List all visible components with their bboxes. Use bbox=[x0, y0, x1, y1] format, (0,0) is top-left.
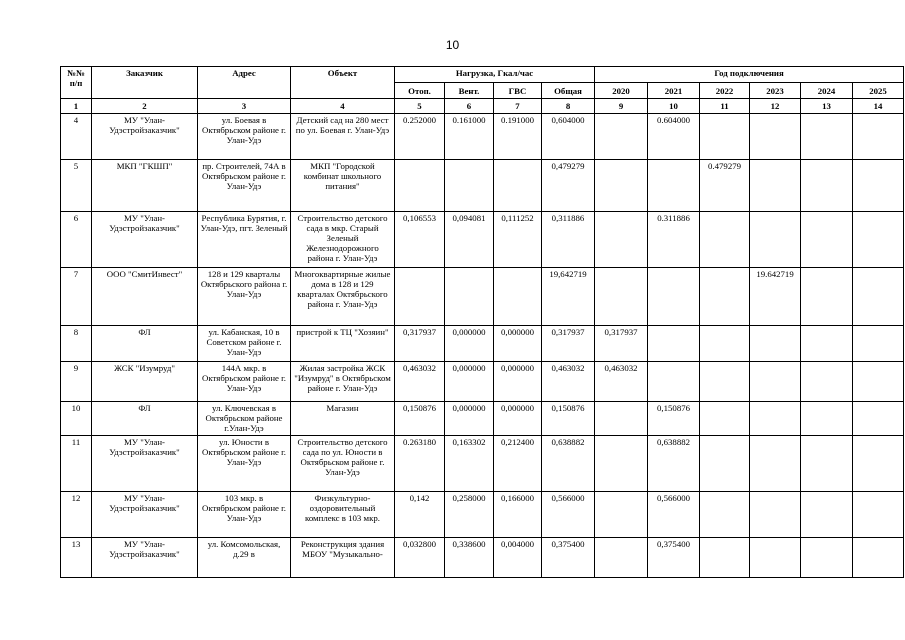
col-number: 13 bbox=[801, 99, 853, 114]
page-number: 10 bbox=[445, 38, 460, 52]
row-number: 11 bbox=[61, 436, 92, 492]
otop-cell bbox=[395, 160, 445, 212]
header-total: Общая bbox=[542, 83, 595, 99]
year-2022-cell bbox=[700, 538, 750, 578]
year-2020-cell bbox=[595, 114, 648, 160]
address-cell: ул. Ключевская в Октябрьском районе г.Улан-Удэ bbox=[198, 402, 291, 436]
row-number: 10 bbox=[61, 402, 92, 436]
year-2021-cell bbox=[648, 362, 700, 402]
year-2021-cell bbox=[648, 326, 700, 362]
year-2023-cell bbox=[750, 160, 801, 212]
year-2022-cell bbox=[700, 326, 750, 362]
year-2023-cell bbox=[750, 492, 801, 538]
year-2022-cell bbox=[700, 114, 750, 160]
total-cell: 0,317937 bbox=[542, 326, 595, 362]
address-cell: 128 и 129 кварталы Октябрьского района г. Улан-Удэ bbox=[198, 268, 291, 326]
year-2024-cell bbox=[801, 326, 853, 362]
otop-cell: 0,032800 bbox=[395, 538, 445, 578]
year-2021-cell: 0.311886 bbox=[648, 212, 700, 268]
address-cell: 144А мкр. в Октябрьском районе г. Улан-Удэ bbox=[198, 362, 291, 402]
year-2021-cell bbox=[648, 268, 700, 326]
address-cell: 103 мкр. в Октябрьском районе г. Улан-Удэ bbox=[198, 492, 291, 538]
year-2022-cell bbox=[700, 402, 750, 436]
col-number: 9 bbox=[595, 99, 648, 114]
col-number: 4 bbox=[291, 99, 395, 114]
object-cell: МКП "Городской комбинат школьного питания" bbox=[291, 160, 395, 212]
year-2023-cell bbox=[750, 114, 801, 160]
customer-cell: ФЛ bbox=[92, 326, 198, 362]
year-2021-cell: 0,566000 bbox=[648, 492, 700, 538]
vent-cell: 0,000000 bbox=[445, 362, 494, 402]
object-cell: Строительство детского сада по ул. Юности в Октябрьском районе г. Улан-Удэ bbox=[291, 436, 395, 492]
year-2020-cell bbox=[595, 492, 648, 538]
otop-cell: 0.252000 bbox=[395, 114, 445, 160]
year-2020-cell bbox=[595, 212, 648, 268]
object-cell: Детский сад на 280 мест по ул. Боевая г. Улан-Удэ bbox=[291, 114, 395, 160]
table-row bbox=[61, 268, 904, 326]
row-number: 7 bbox=[61, 268, 92, 326]
table-row bbox=[61, 326, 904, 362]
year-2024-cell bbox=[801, 212, 853, 268]
table-row bbox=[61, 212, 904, 268]
year-2020-cell bbox=[595, 538, 648, 578]
year-2021-cell bbox=[648, 160, 700, 212]
year-2023-cell bbox=[750, 436, 801, 492]
row-number: 4 bbox=[61, 114, 92, 160]
table-row bbox=[61, 402, 904, 436]
header-year-2020: 2020 bbox=[595, 83, 648, 99]
customer-cell: МУ "Улан-Удэстройзаказчик" bbox=[92, 212, 198, 268]
customer-cell: МУ "Улан-Удэстройзаказчик" bbox=[92, 436, 198, 492]
gvs-cell: 0.191000 bbox=[494, 114, 542, 160]
year-2020-cell bbox=[595, 268, 648, 326]
year-2021-cell: 0,150876 bbox=[648, 402, 700, 436]
vent-cell: 0,258000 bbox=[445, 492, 494, 538]
table-row bbox=[61, 436, 904, 492]
total-cell: 0,463032 bbox=[542, 362, 595, 402]
vent-cell: 0,000000 bbox=[445, 326, 494, 362]
col-number: 11 bbox=[700, 99, 750, 114]
year-2021-cell: 0,638882 bbox=[648, 436, 700, 492]
otop-cell: 0.263180 bbox=[395, 436, 445, 492]
header-year-2023: 2023 bbox=[750, 83, 801, 99]
address-cell: Республика Бурятия, г. Улан-Удэ, пгт. Зеленый bbox=[198, 212, 291, 268]
header-year-2024: 2024 bbox=[801, 83, 853, 99]
customer-cell: МУ "Улан-Удэстройзаказчик" bbox=[92, 538, 198, 578]
object-cell: Многоквартирные жилые дома в 128 и 129 кварталах Октябрьского района г. Улан-Удэ bbox=[291, 268, 395, 326]
header-year-2021: 2021 bbox=[648, 83, 700, 99]
otop-cell: 0,106553 bbox=[395, 212, 445, 268]
vent-cell bbox=[445, 160, 494, 212]
customer-cell: МКП "ГКШП" bbox=[92, 160, 198, 212]
year-2025-cell bbox=[853, 538, 904, 578]
year-2020-cell bbox=[595, 402, 648, 436]
address-cell: ул. Юности в Октябрьском районе г. Улан-Удэ bbox=[198, 436, 291, 492]
col-number: 14 bbox=[853, 99, 904, 114]
vent-cell: 0,000000 bbox=[445, 402, 494, 436]
year-2023-cell bbox=[750, 212, 801, 268]
vent-cell: 0,338600 bbox=[445, 538, 494, 578]
object-cell: Жилая застройка ЖСК "Изумруд" в Октябрьском районе г. Улан-Удэ bbox=[291, 362, 395, 402]
row-number: 6 bbox=[61, 212, 92, 268]
year-2025-cell bbox=[853, 362, 904, 402]
otop-cell: 0,150876 bbox=[395, 402, 445, 436]
year-2020-cell: 0,317937 bbox=[595, 326, 648, 362]
header-customer: Заказчик bbox=[92, 67, 198, 99]
col-number: 5 bbox=[395, 99, 445, 114]
header-load: Нагрузка, Гкал/час bbox=[395, 67, 595, 83]
header-object: Объект bbox=[291, 67, 395, 99]
year-2024-cell bbox=[801, 268, 853, 326]
year-2024-cell bbox=[801, 402, 853, 436]
row-number: 13 bbox=[61, 538, 92, 578]
customer-cell: МУ "Улан-Удэстройзаказчик" bbox=[92, 114, 198, 160]
col-number: 1 bbox=[61, 99, 92, 114]
year-2021-cell: 0.604000 bbox=[648, 114, 700, 160]
object-cell: Магазин bbox=[291, 402, 395, 436]
header-address: Адрес bbox=[198, 67, 291, 99]
year-2025-cell bbox=[853, 436, 904, 492]
row-number: 9 bbox=[61, 362, 92, 402]
year-2025-cell bbox=[853, 326, 904, 362]
connection-table bbox=[60, 66, 904, 578]
year-2020-cell bbox=[595, 436, 648, 492]
year-2024-cell bbox=[801, 114, 853, 160]
gvs-cell: 0,000000 bbox=[494, 362, 542, 402]
year-2020-cell: 0,463032 bbox=[595, 362, 648, 402]
table-row bbox=[61, 160, 904, 212]
header-year-2025: 2025 bbox=[853, 83, 904, 99]
vent-cell: 0,094081 bbox=[445, 212, 494, 268]
col-number: 10 bbox=[648, 99, 700, 114]
gvs-cell bbox=[494, 160, 542, 212]
object-cell: Реконструкция здания МБОУ "Музыкально- bbox=[291, 538, 395, 578]
year-2022-cell bbox=[700, 492, 750, 538]
year-2022-cell bbox=[700, 268, 750, 326]
col-number: 3 bbox=[198, 99, 291, 114]
year-2025-cell bbox=[853, 268, 904, 326]
year-2023-cell: 19.642719 bbox=[750, 268, 801, 326]
otop-cell: 0,317937 bbox=[395, 326, 445, 362]
col-number: 7 bbox=[494, 99, 542, 114]
year-2024-cell bbox=[801, 362, 853, 402]
address-cell: ул. Комсомольская, д.29 в bbox=[198, 538, 291, 578]
customer-cell: ФЛ bbox=[92, 402, 198, 436]
customer-cell: МУ "Улан-Удэстройзаказчик" bbox=[92, 492, 198, 538]
header-vent: Вент. bbox=[445, 83, 494, 99]
year-2020-cell bbox=[595, 160, 648, 212]
gvs-cell: 0,166000 bbox=[494, 492, 542, 538]
year-2024-cell bbox=[801, 492, 853, 538]
address-cell: ул. Боевая в Октябрьском районе г. Улан-Удэ bbox=[198, 114, 291, 160]
gvs-cell: 0,000000 bbox=[494, 402, 542, 436]
customer-cell: ООО "СмитИнвест" bbox=[92, 268, 198, 326]
customer-cell: ЖСК "Изумруд" bbox=[92, 362, 198, 402]
year-2025-cell bbox=[853, 212, 904, 268]
table-row bbox=[61, 362, 904, 402]
year-2022-cell bbox=[700, 436, 750, 492]
col-number: 8 bbox=[542, 99, 595, 114]
address-cell: пр. Строителей, 74А в Октябрьском районе г. Улан-Удэ bbox=[198, 160, 291, 212]
year-2021-cell: 0,375400 bbox=[648, 538, 700, 578]
total-cell: 0,150876 bbox=[542, 402, 595, 436]
object-cell: пристрой к ТЦ "Хозяин" bbox=[291, 326, 395, 362]
year-2023-cell bbox=[750, 326, 801, 362]
total-cell: 0,375400 bbox=[542, 538, 595, 578]
year-2024-cell bbox=[801, 436, 853, 492]
table-row bbox=[61, 538, 904, 578]
header-gvs: ГВС bbox=[494, 83, 542, 99]
year-2022-cell bbox=[700, 362, 750, 402]
vent-cell: 0.161000 bbox=[445, 114, 494, 160]
year-2022-cell bbox=[700, 212, 750, 268]
otop-cell: 0,142 bbox=[395, 492, 445, 538]
object-cell: Физкультурно-оздоровительный комплекс в 103 мкр. bbox=[291, 492, 395, 538]
gvs-cell bbox=[494, 268, 542, 326]
year-2022-cell: 0.479279 bbox=[700, 160, 750, 212]
table-row bbox=[61, 114, 904, 160]
total-cell: 0,604000 bbox=[542, 114, 595, 160]
year-2024-cell bbox=[801, 538, 853, 578]
otop-cell bbox=[395, 268, 445, 326]
total-cell: 0,311886 bbox=[542, 212, 595, 268]
otop-cell: 0,463032 bbox=[395, 362, 445, 402]
column-number-row bbox=[61, 99, 904, 114]
year-2025-cell bbox=[853, 402, 904, 436]
total-cell: 0,638882 bbox=[542, 436, 595, 492]
col-number: 2 bbox=[92, 99, 198, 114]
header-connection-year: Год подключения bbox=[595, 67, 904, 83]
gvs-cell: 0,111252 bbox=[494, 212, 542, 268]
row-number: 8 bbox=[61, 326, 92, 362]
gvs-cell: 0,000000 bbox=[494, 326, 542, 362]
col-number: 12 bbox=[750, 99, 801, 114]
total-cell: 0,566000 bbox=[542, 492, 595, 538]
col-number: 6 bbox=[445, 99, 494, 114]
year-2025-cell bbox=[853, 114, 904, 160]
total-cell: 19,642719 bbox=[542, 268, 595, 326]
year-2023-cell bbox=[750, 538, 801, 578]
address-cell: ул. Кабанская, 10 в Советском районе г. Улан-Удэ bbox=[198, 326, 291, 362]
vent-cell: 0,163302 bbox=[445, 436, 494, 492]
header-otop: Отоп. bbox=[395, 83, 445, 99]
year-2024-cell bbox=[801, 160, 853, 212]
year-2025-cell bbox=[853, 492, 904, 538]
vent-cell bbox=[445, 268, 494, 326]
gvs-cell: 0,004000 bbox=[494, 538, 542, 578]
total-cell: 0,479279 bbox=[542, 160, 595, 212]
year-2025-cell bbox=[853, 160, 904, 212]
object-cell: Строительство детского сада в мкр. Старый Зеленый Железнодорожного района г. Улан-Удэ bbox=[291, 212, 395, 268]
row-number: 5 bbox=[61, 160, 92, 212]
table-body bbox=[61, 114, 904, 578]
row-number: 12 bbox=[61, 492, 92, 538]
year-2023-cell bbox=[750, 362, 801, 402]
table-row bbox=[61, 492, 904, 538]
gvs-cell: 0,212400 bbox=[494, 436, 542, 492]
year-2023-cell bbox=[750, 402, 801, 436]
header-year-2022: 2022 bbox=[700, 83, 750, 99]
header-num: №№ п/п bbox=[61, 67, 92, 99]
